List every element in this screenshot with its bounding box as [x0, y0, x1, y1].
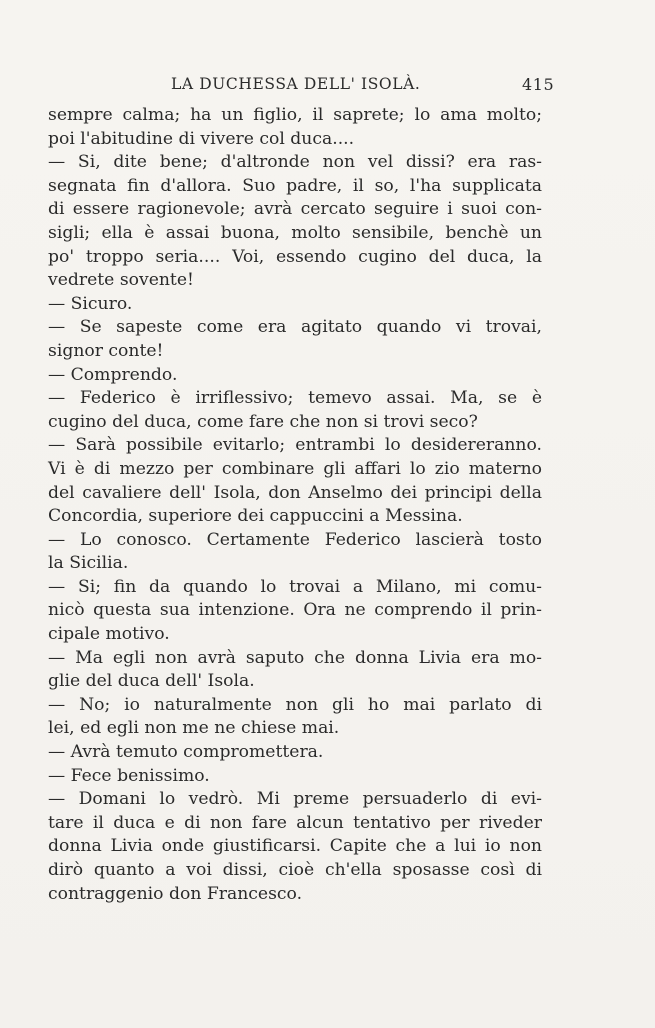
text-line: lei, ed egli non me ne chiese mai.: [48, 718, 340, 739]
text-line: sigli; ella è assai buona, molto sensibile, benchè un: [48, 222, 542, 243]
page-number: 415: [522, 75, 555, 94]
text-line: — Si, dite bene; d'altronde non vel dissi? era ras-: [48, 152, 542, 173]
text-line: — Lo conosco. Certamente Federico lascierà tosto: [48, 529, 542, 550]
text-line: — Sicuro.: [48, 293, 133, 314]
text-line: contraggenio don Francesco.: [48, 883, 303, 904]
text-line: — Avrà temuto compromettera.: [48, 742, 324, 763]
text-line: po' troppo seria.... Voi, essendo cugino del duca, la: [48, 246, 542, 267]
running-title: LA DUCHESSA DELL' ISOLÀ.: [171, 75, 421, 93]
text-line: tare il duca e di non fare alcun tentativo per riveder: [48, 812, 542, 833]
text-line: — Sarà possibile evitarlo; entrambi lo desidereranno.: [48, 435, 542, 456]
text-line: donna Livia onde giustificarsi. Capite che a lui io non: [48, 836, 542, 857]
text-line: — Ma egli non avrà saputo che donna Livia era mo-: [48, 647, 542, 668]
text-line: segnata fin d'allora. Suo padre, il so, l'ha supplicata: [48, 175, 542, 196]
text-line: — Fece benissimo.: [48, 765, 210, 786]
text-line: cugino del duca, come fare che non si trovi seco?: [48, 411, 478, 432]
text-line: Concordia, superiore dei cappuccini a Messina.: [48, 506, 463, 527]
text-line: vedrete sovente!: [48, 270, 194, 291]
text-line: poi l'abitudine di vivere col duca....: [48, 128, 355, 149]
text-line: Vi è di mezzo per combinare gli affari lo zio materno: [48, 458, 542, 479]
text-line: cipale motivo.: [48, 624, 170, 645]
text-line: — Se sapeste come era agitato quando vi trovai,: [48, 317, 542, 338]
text-line: la Sicilia.: [48, 553, 129, 574]
text-line: signor conte!: [48, 340, 164, 361]
text-line: — Federico è irriflessivo; temevo assai. Ma, se è: [48, 388, 542, 409]
text-line: sempre calma; ha un figlio, il saprete; lo ama molto;: [48, 105, 542, 125]
text-line: — Domani lo vedrò. Mi preme persuaderlo di evi-: [48, 789, 542, 810]
text-line: nicò questa sua intenzione. Ora ne comprendo il prin-: [48, 600, 542, 621]
text-line: — No; io naturalmente non gli ho mai parlato di: [48, 694, 542, 715]
body-text: [48, 104, 542, 906]
text-line: di essere ragionevole; avrà cercato seguire i suoi con-: [48, 199, 542, 220]
text-line: del cavaliere dell' Isola, don Anselmo dei principi della: [48, 482, 542, 503]
text-line: — Comprendo.: [48, 364, 178, 385]
text-line: glie del duca dell' Isola.: [48, 671, 255, 692]
text-line: dirò quanto a voi dissi, cioè ch'ella sposasse così di: [48, 860, 542, 880]
text-line: — Si; fin da quando lo trovai a Milano, mi comu-: [48, 576, 542, 597]
